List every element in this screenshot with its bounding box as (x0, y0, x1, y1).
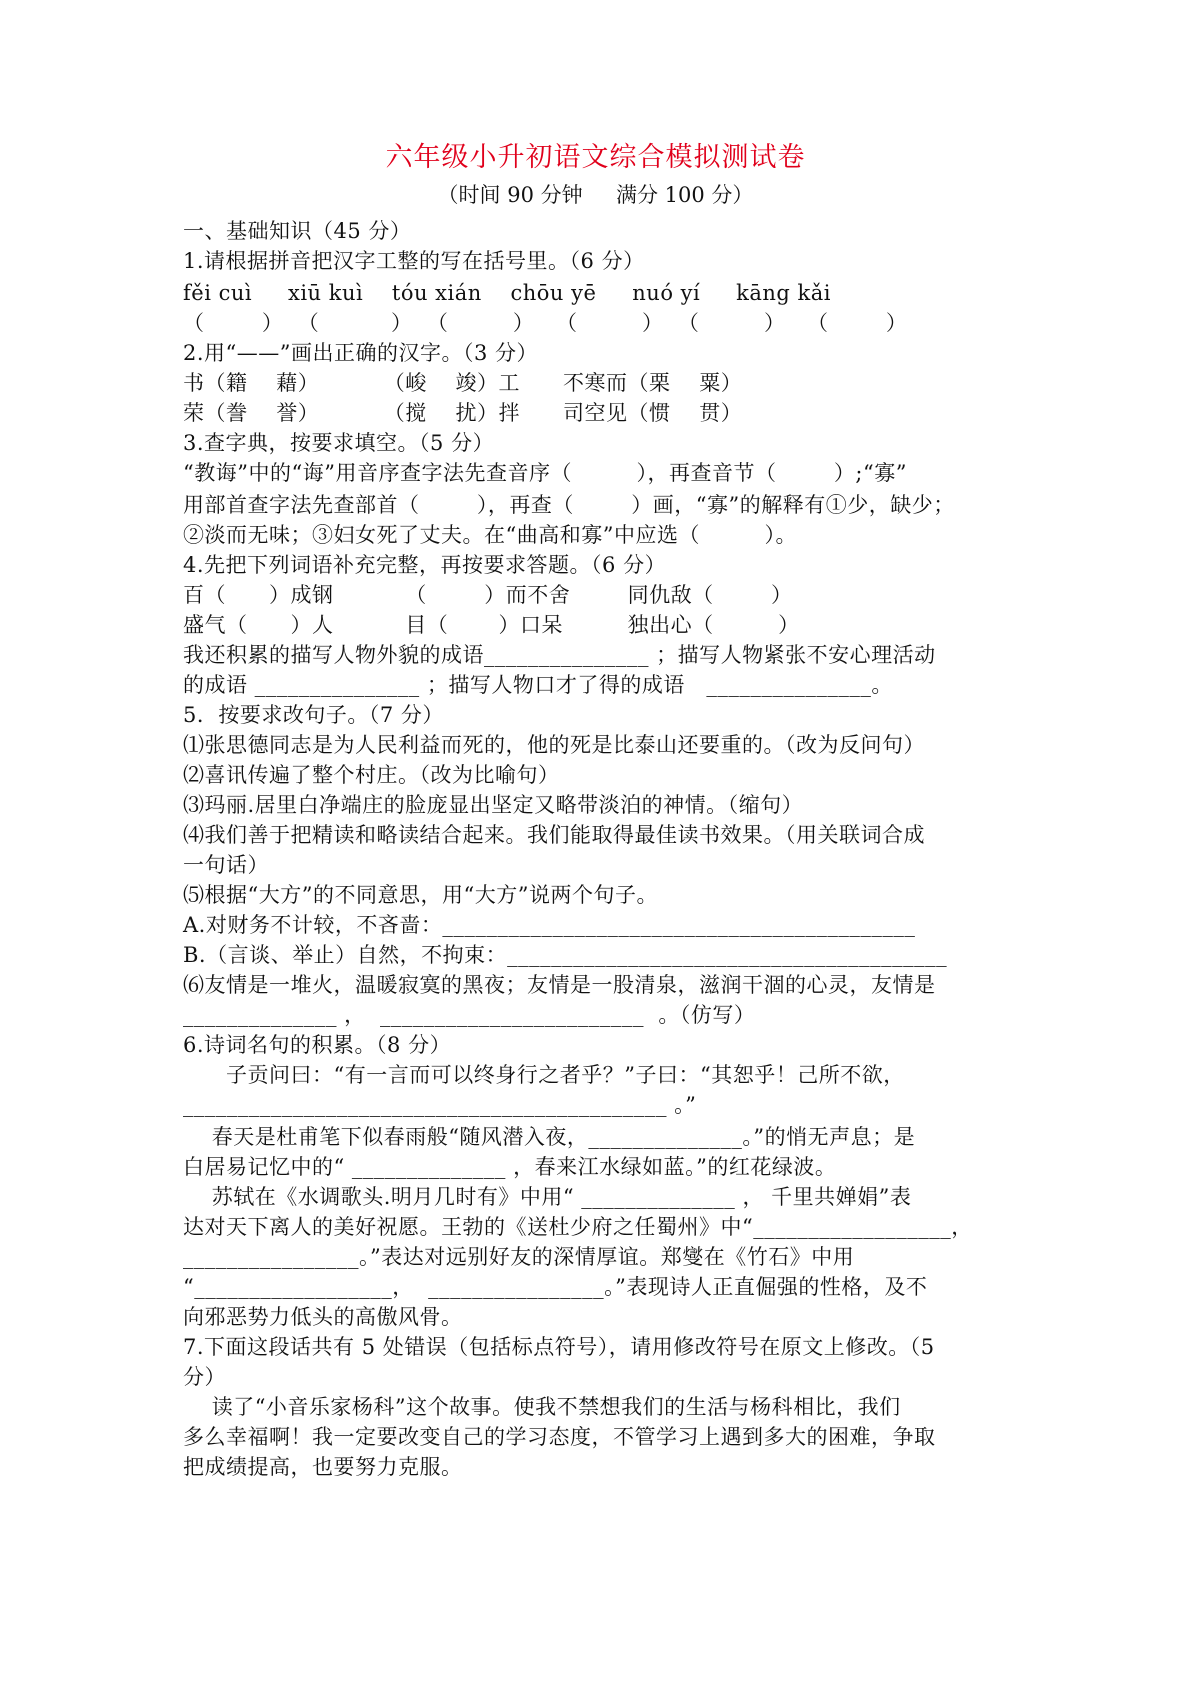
text-line: 春天是杜甫笔下似春雨般“随风潜入夜，______________。”的悄无声息；是 (183, 1125, 916, 1149)
text-line: 读了“小音乐家杨科”这个故事。使我不禁想我们的生活与杨科相比，我们 (183, 1395, 901, 1419)
text-line: 3.查字典，按要求填空。（5 分） (183, 431, 495, 455)
text-line: ⑷我们善于把精读和略读结合起来。我们能取得最佳读书效果。（用关联词合成 (183, 823, 925, 847)
exam-subtitle: （时间 90 分钟 满分 100 分） (437, 183, 754, 207)
text-line: “教诲”中的“诲”用音序查字法先查音序（ ），再查音节（ ）;“寡” (183, 461, 907, 485)
text-line: 我还积累的描写人物外貌的成语_______________ ；描写人物紧张不安心理活动 (183, 643, 936, 667)
text-line: ____________________________________________ 。” (183, 1093, 697, 1117)
text-line: ⑵喜讯传遍了整个村庄。（改为比喻句） (183, 763, 560, 787)
text-line: ⑸根据“大方”的不同意思，用“大方”说两个句子。 (183, 883, 658, 907)
text-line: ②淡而无味；③妇女死了丈夫。在“曲高和寡”中应选（ ）。 (183, 523, 798, 547)
text-line: ______________ ， ________________________ 。（仿写） (183, 1003, 756, 1027)
text-line: 7.下面这段话共有 5 处错误（包括标点符号），请用修改符号在原文上修改。（5 (183, 1335, 935, 1359)
text-line: 5．按要求改句子。（7 分） (183, 703, 444, 727)
text-line: A.对财务不计较，不吝啬：___________________________________________ (183, 913, 916, 937)
text-line: ⑹友情是一堆火，温暖寂寞的黑夜；友情是一股清泉，滋润干涸的心灵，友情是 (183, 973, 936, 997)
text-line: 6.诗词名句的积累。（8 分） (183, 1033, 452, 1057)
text-line: ⑶玛丽.居里白净端庄的脸庞显出坚定又略带淡泊的神情。（缩句） (183, 793, 804, 817)
text-line: 用部首查字法先查部首（ ），再查（ ）画，“寡”的解释有①少，缺少； (183, 493, 955, 517)
text-line: 盛气（ ）人 目（ ）口呆 独出心（ ） (183, 613, 800, 637)
text-line: fěi cuì xiū kuì tóu xián chōu yē nuó yí kāng kǎi (183, 281, 831, 305)
text-line: 向邪恶势力低头的高傲风骨。 (183, 1305, 463, 1329)
text-line: 达对天下离人的美好祝愿。王勃的《送杜少府之任蜀州》中“__________________， (183, 1215, 973, 1239)
text-line: 的成语 _______________ ；描写人物口才了得的成语 _______________。 (183, 673, 893, 697)
text-line: 子贡问曰：“有一言而可以终身行之者乎？”子曰：“其恕乎！己所不欲， (183, 1063, 905, 1087)
text-line: 分） (183, 1365, 226, 1389)
text-line: ⑴张思德同志是为人民利益而死的，他的死是比泰山还要重的。（改为反问句） (183, 733, 925, 757)
text-line: 4.先把下列词语补充完整，再按要求答题。（6 分） (183, 553, 667, 577)
text-line: 1.请根据拼音把汉字工整的写在括号里。（6 分） (183, 249, 645, 273)
text-line: 一句话） (183, 853, 269, 877)
exam-title: 六年级小升初语文综合模拟测试卷 (385, 142, 806, 173)
text-line: 多么幸福啊！我一定要改变自己的学习态度，不管学习上遇到多大的困难，争取 (183, 1425, 936, 1449)
text-line: 2.用“——”画出正确的汉字。（3 分） (183, 341, 539, 365)
text-line: 书（籍 藉） （峻 竣）工 不寒而（栗 粟） (183, 371, 743, 395)
text-line: 把成绩提高，也要努力克服。 (183, 1455, 463, 1479)
text-line: 荣（誊 誉） （搅 扰）拌 司空见（惯 贯） (183, 401, 743, 425)
text-line: ________________。”表达对远别好友的深情厚谊。郑燮在《竹石》中用 (183, 1245, 855, 1269)
text-line: （ ） （ ） （ ） （ ） （ ） （ ） (183, 311, 908, 335)
text-line: 百（ ）成钢 （ ）而不舍 同仇敌（ ） (183, 583, 793, 607)
text-line: 苏轼在《水调歌头.明月几时有》中用“ ______________ ， 千里共婵娟”表 (183, 1185, 912, 1209)
text-line: 白居易记忆中的“ ______________ ，春来江水绿如蓝。”的红花绿波。 (183, 1155, 837, 1179)
text-line: B.（言谈、举止）自然，不拘束：________________________________________ (183, 943, 948, 967)
text-line: “__________________， ________________。”表现诗人正直倔强的性格，及不 (183, 1275, 928, 1299)
text-line: 一、基础知识（45 分） (183, 219, 412, 243)
